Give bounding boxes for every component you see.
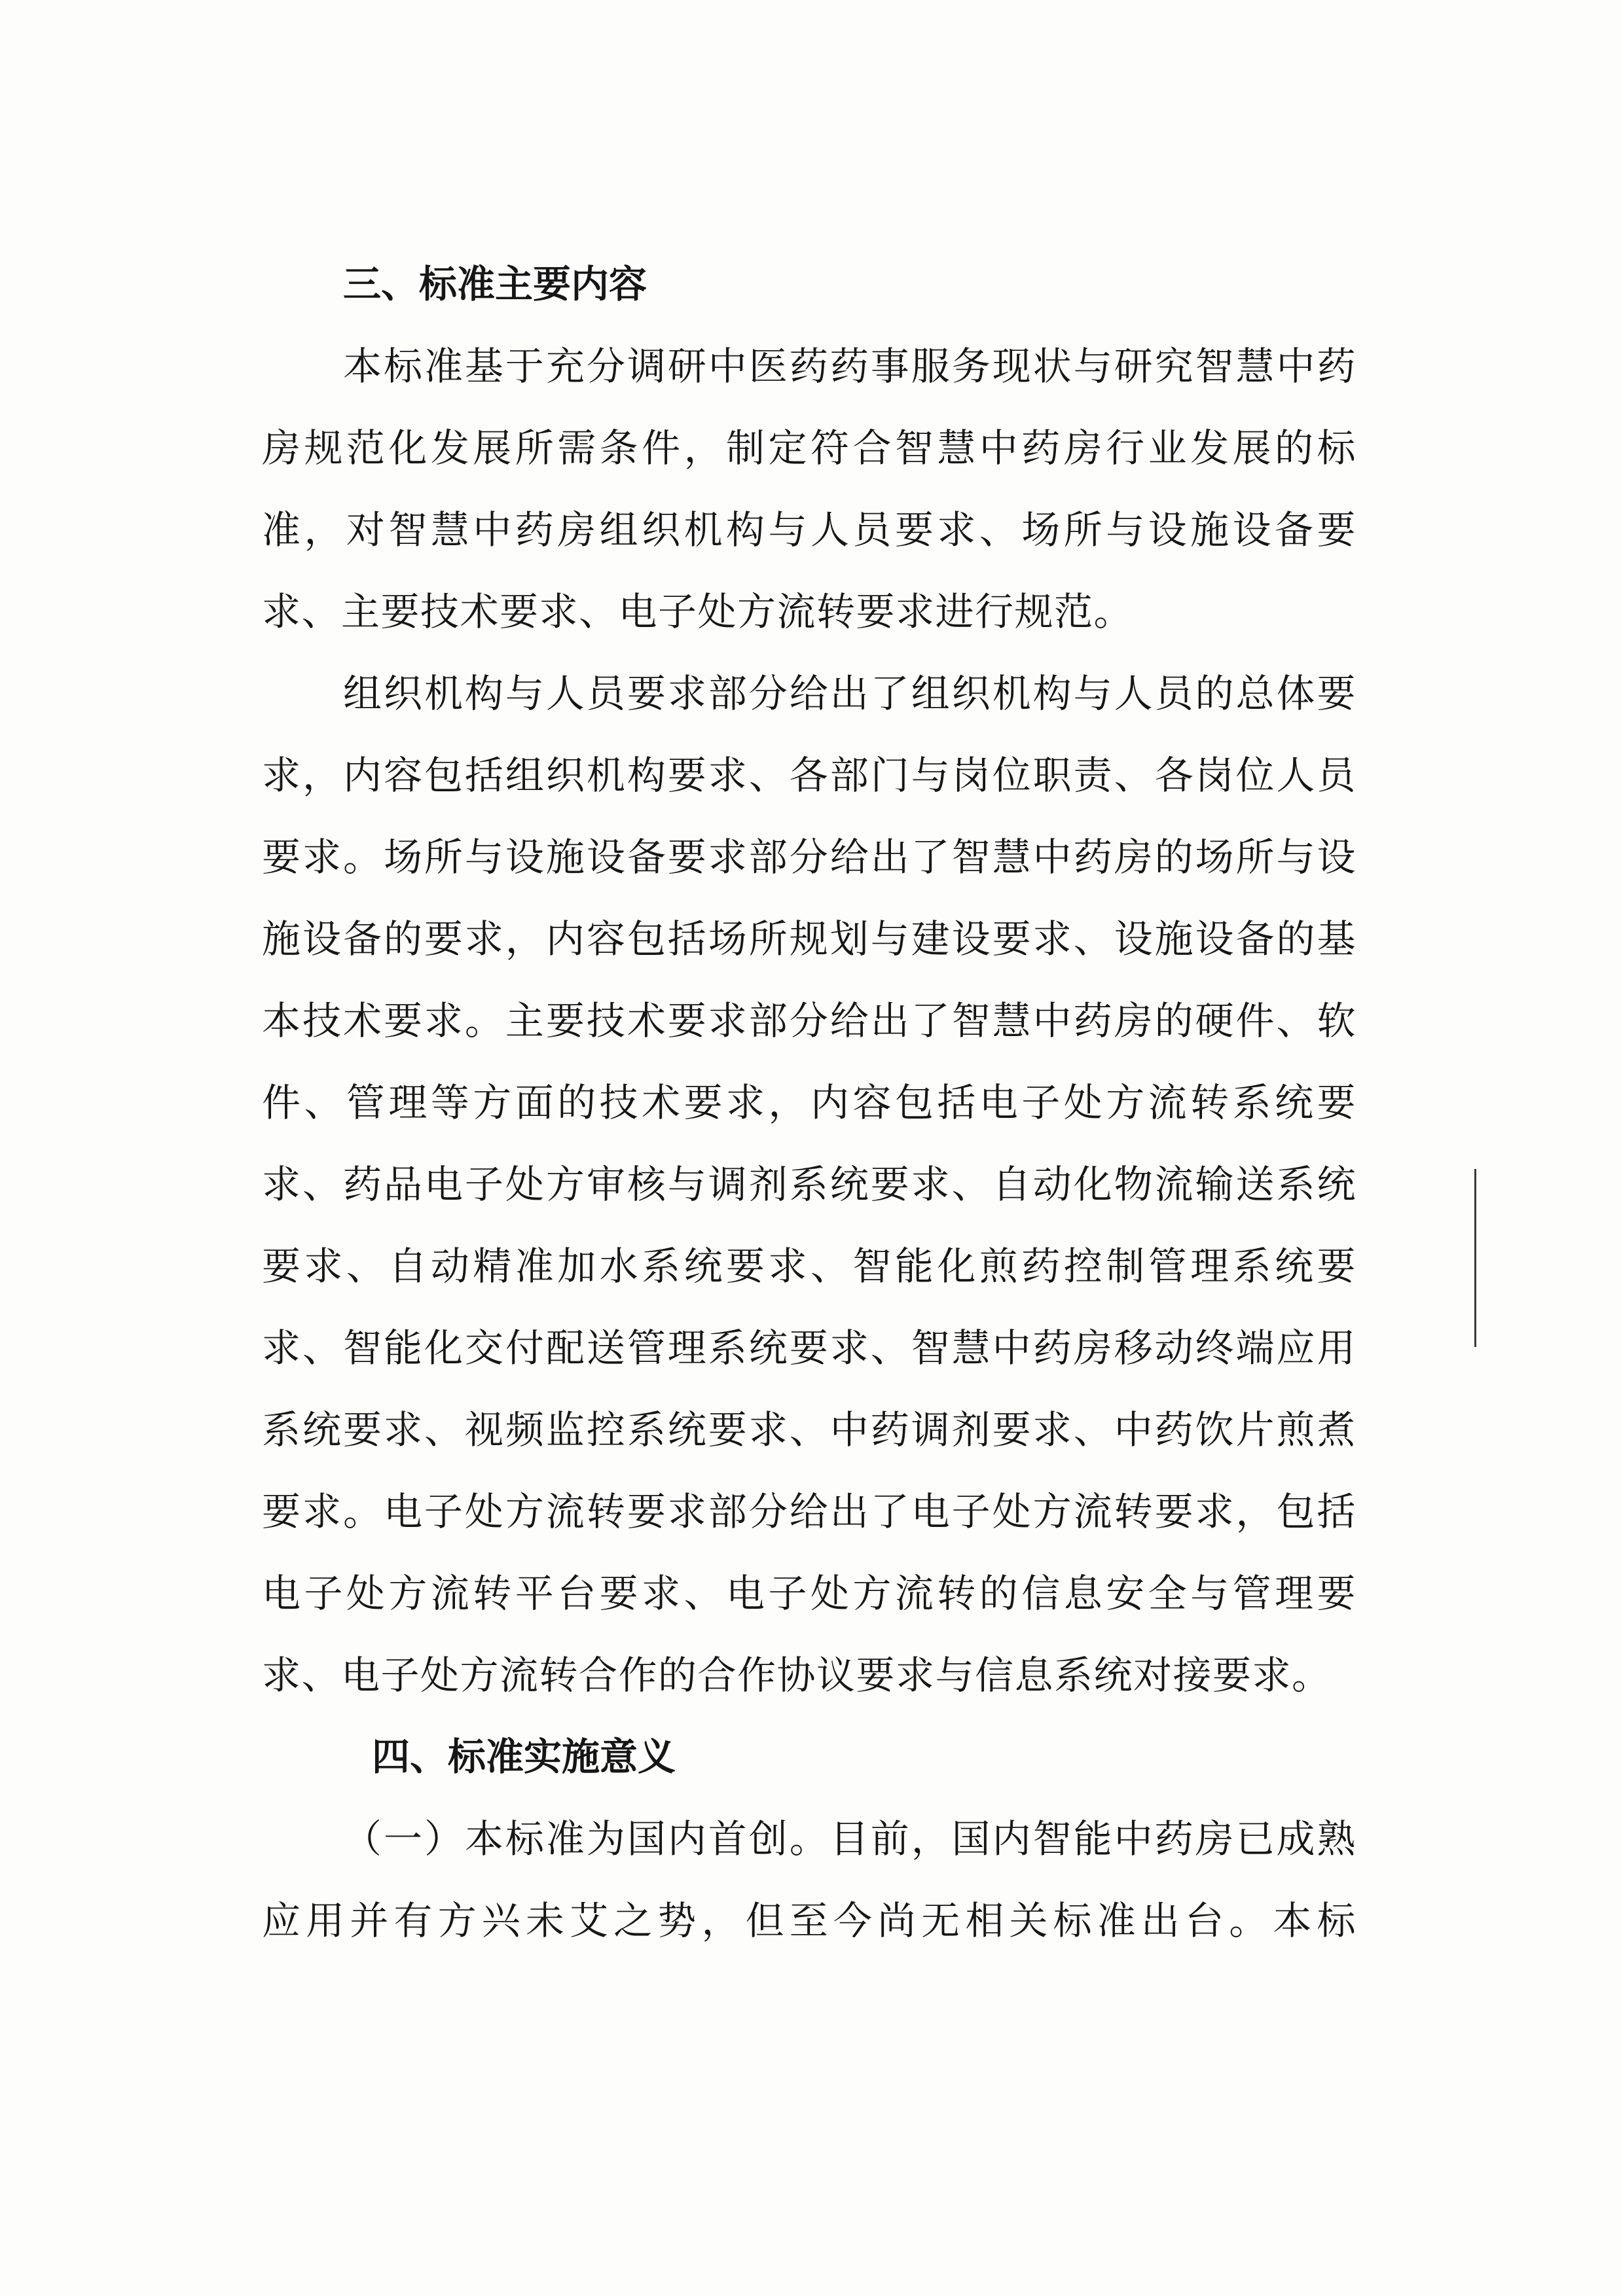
section-heading-3: 三、标准主要内容 <box>343 262 647 306</box>
body-paragraph: （一）本标准为国内首创。目前，国内智能中药房已成熟应用并有方兴未艾之势，但至今尚无相关标准出台。本标 <box>262 1816 1357 1943</box>
section-heading-4: 四、标准实施意义 <box>372 1734 676 1779</box>
margin-mark-line <box>1474 1169 1476 1347</box>
body-paragraph: 组织机构与人员要求部分给出了组织机构与人员的总体要求，内容包括组织机构要求、各部门与岗位职责、各岗位人员要求。场所与设施设备要求部分给出了智慧中药房的场所与设施设备的要求，内容包括场所规划与建设要求、设施设备的基本技术要求。主要技术要求部分给出了智慧中药房的硬件、软件、管理等方面的技术要求，内容包括电子处方流转系统要求、药品电子处方审核与调剂系统要求、自动化物流输送系统要求、自动精准加水系统要求、智能化煎药控制管理系统要求、智能化交付配送管理系统要求、智慧中药房移动终端应用系统要求、视频监控系统要求、中药调剂要求、中药饮片煎煮要求。电子处方流转要求部分给出了电子处方流转要求，包括电子处方流转平台要求、电子处方流转的信息安全与管理要求、电子处方流转合作的合作协议要求与信息系统对接要求。 <box>262 671 1357 1698</box>
page-content <box>262 243 1357 1962</box>
body-paragraph: 本标准基于充分调研中医药药事服务现状与研究智慧中药房规范化发展所需条件，制定符合智慧中药房行业发展的标准，对智慧中药房组织机构与人员要求、场所与设施设备要求、主要技术要求、电子处方流转要求进行规范。 <box>262 344 1357 634</box>
